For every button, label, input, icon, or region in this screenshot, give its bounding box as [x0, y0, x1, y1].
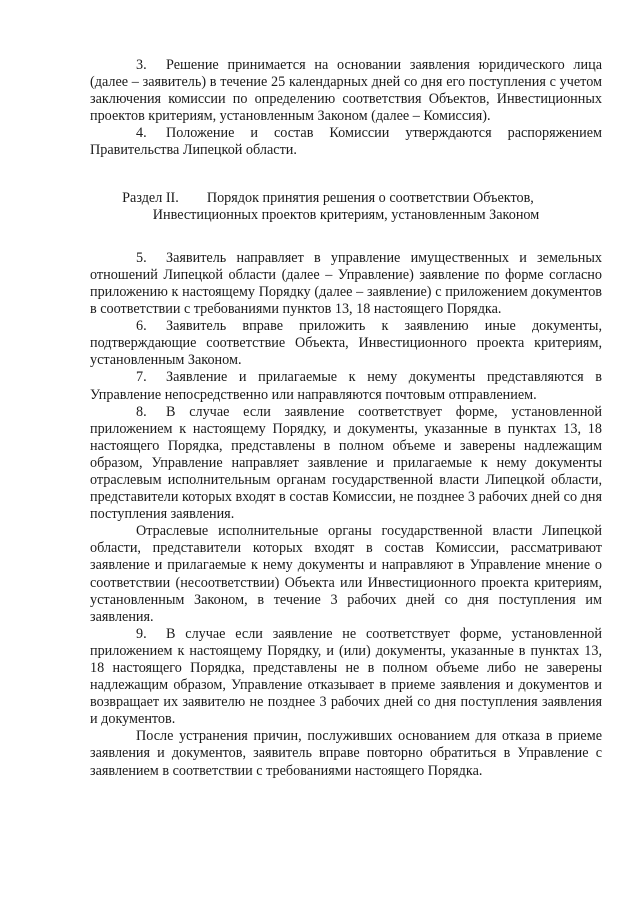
paragraph-5 [90, 250, 602, 318]
paragraph-text: В случае если заявление соответствует форме, установленной приложением к настоящему Порядку, и документы, указанные в пунктах 13, 18 настоящего Порядка, представлены в полном объеме и заверены надлежащим образом, Управление направляет заявление и прилагаемые к нему документы отраслевым исполнительным органам государственной власти Липецкой области, представители которых входят в состав Комиссии, не позднее 3 рабочих дней со дня поступления заявления. [90, 403, 602, 523]
paragraph-text: Отраслевые исполнительные органы государственной власти Липецкой области, представители которых входят в состав Комиссии, рассматривают заявление и прилагаемые к нему документы и направляют в Управление мнение о соответствии (несоответствии) Объекта или Инвестиционного проекта критериям, установленным Законом, в течение 3 рабочих дней со дня поступления им заявления. [90, 523, 602, 625]
paragraph-text: Положение и состав Комиссии утверждаются распоряжением Правительства Липецкой области. [90, 125, 602, 159]
paragraph-text: Заявитель направляет в управление имущественных и земельных отношений Липецкой области (далее – Управление) заявление по форме согласно приложению к настоящему Порядку (далее – заявление) с приложением документов в соответствии с требованиями пунктов 13, 18 настоящего Порядка. [90, 249, 602, 318]
paragraph-9 [90, 626, 602, 729]
paragraph-text: Заявитель вправе приложить к заявлению иные документы, подтверждающие соответствие Объекта, Инвестиционного проекта критериям, установленным Законом. [90, 318, 602, 369]
paragraph-text: После устранения причин, послуживших основанием для отказа в приеме заявления и документов, заявитель вправе повторно обратиться в Управление с заявлением в соответствии с требованиями настоящего Порядка. [90, 728, 602, 779]
section-heading [90, 190, 602, 224]
paragraph-6 [90, 318, 602, 369]
paragraph-number: 5. [136, 249, 147, 266]
paragraph-4 [90, 125, 602, 159]
section-label: Раздел II. [122, 189, 179, 206]
paragraph-number: 4. [136, 125, 147, 142]
paragraph-8 [90, 404, 602, 524]
paragraph-text: Заявление и прилагаемые к нему документы представляются в Управление непосредственно или направляются почтовым отправлением. [90, 369, 602, 403]
paragraph-9-continued [90, 728, 602, 779]
paragraph-8-continued [90, 523, 602, 626]
paragraph-number: 6. [136, 318, 147, 335]
paragraph-number: 3. [136, 57, 147, 73]
paragraph-number: 8. [136, 403, 147, 420]
section-title-line1: Порядок принятия решения о соответствии Объектов, [206, 189, 534, 206]
section-title-line2: Инвестиционных проектов критериям, установленным Законом [152, 206, 540, 223]
paragraph-number: 7. [136, 369, 147, 386]
paragraph-text: Решение принимается на основании заявления юридического лица (далее – заявитель) в течение 25 календарных дней со дня его поступления с учетом заключения комиссии по определению соответствия Объектов, Инвестиционных проектов критериям, установленным Законом (далее – Комиссия). [90, 57, 602, 125]
paragraph-3 [90, 57, 602, 125]
document-page [90, 57, 602, 780]
paragraph-text: В случае если заявление не соответствует форме, установленной приложением к настоящему Порядку, и (или) документы, указанные в пунктах 13, 18 настоящего Порядка, представлены не в полном объеме либо не заверены надлежащим образом, Управление отказывает в приеме заявления и документов и возвращает их заявителю не позднее 3 рабочих дней со дня поступления заявления и документов. [90, 625, 602, 728]
paragraph-7 [90, 369, 602, 403]
paragraph-number: 9. [136, 625, 147, 642]
section-heading-line1 [90, 190, 602, 207]
